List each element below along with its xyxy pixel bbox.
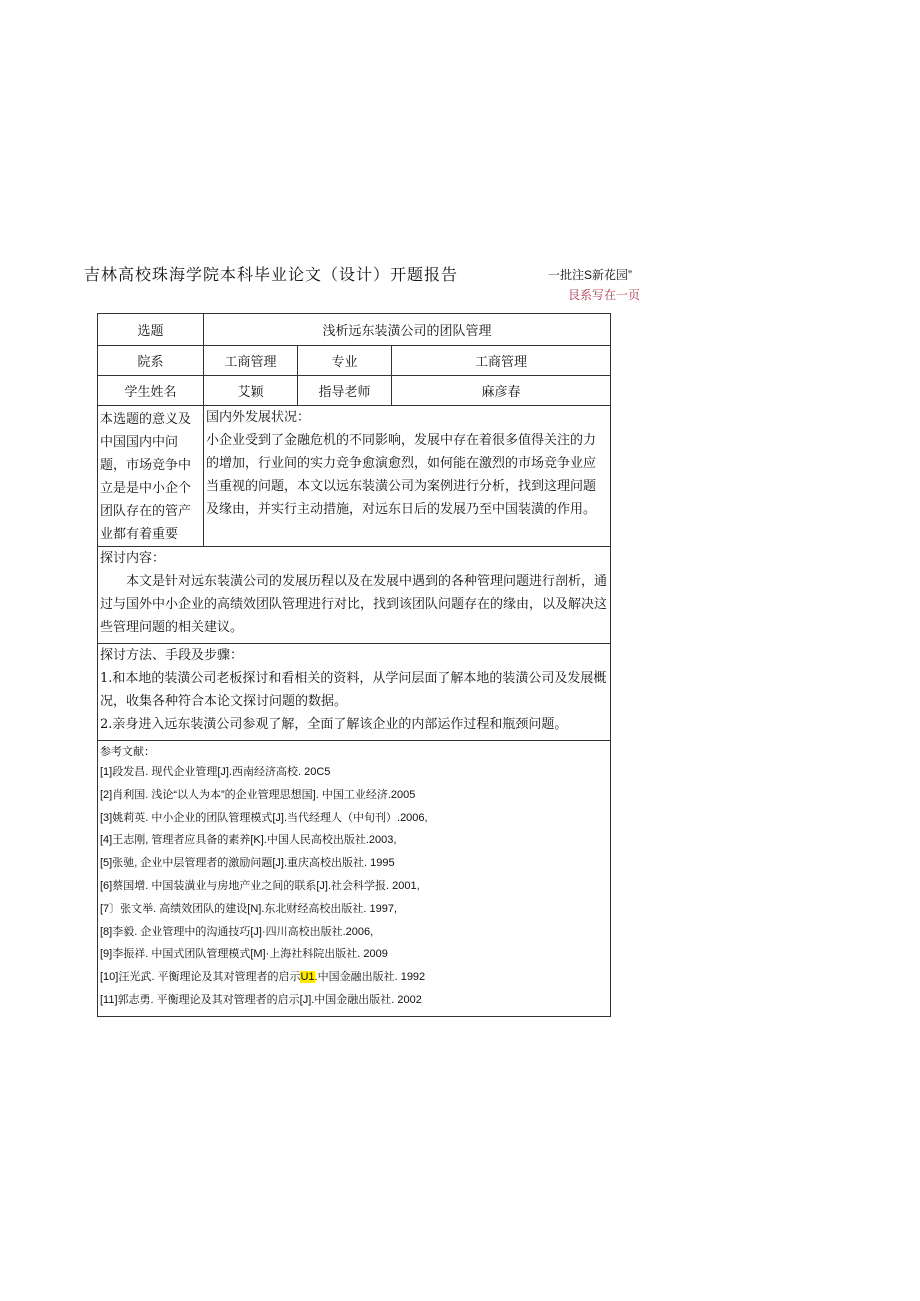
reference-item: [4]王志刚, 管理者应具备的素养[K].中国人民高校出版社.2003, [100, 834, 397, 847]
highlighted-text: U1 [300, 971, 315, 984]
department-value: 工商管理 [204, 346, 298, 376]
reference-10-suffix: .中国金融出版社. 1992 [314, 971, 426, 984]
research-row [98, 547, 611, 644]
significance-cell [204, 406, 611, 547]
significance-text: 小企业受到了金融危机的不同影响，发展中存在着很多值得关注的力的增加，行业间的实力竞争愈演愈烈，如何能在激烈的市场竞争业应当重视的问题，本文以远东装潢公司为案例进行分析，找到这理问题及缘由，并实行主动措施，对远东日后的发展乃至中国装潢的作用。 [206, 433, 597, 517]
significance-heading: 国内外发展状况： [206, 410, 311, 425]
methods-heading: 探讨方法、手段及步骤： [100, 648, 244, 663]
topic-label: 选题 [98, 314, 204, 346]
proposal-table [97, 313, 611, 1017]
reference-item: [9]李振祥. 中国式团队管理模式[M]·上海社科院出版社. 2009 [100, 948, 388, 961]
reference-item-10 [100, 966, 608, 989]
annotation-note-line2: 艮系写在一页 [568, 288, 641, 302]
major-label: 专业 [298, 346, 392, 376]
reference-item: [2]肖利国. 浅论“以人为本”的企业管理思想国]. 中国工业经济.2005 [100, 788, 416, 801]
department-row [98, 346, 611, 376]
research-cell [98, 547, 611, 644]
reference-item: [3]姚莉英. 中小企业的团队管理模式[J].当代经理人（中旬刊）.2006, [100, 811, 428, 824]
methods-item-1: 1.和本地的装潢公司老板探讨和看相关的资料，从学问层面了解本地的装潢公司及发展概况，收集各种符合本论文探讨问题的数据。 [100, 671, 607, 709]
advisor-value: 麻彦春 [392, 376, 611, 406]
methods-item-2: 2.亲身进入远东装潢公司参观了解，全面了解该企业的内部运作过程和瓶颈问题。 [100, 717, 568, 732]
methods-cell [98, 644, 611, 741]
annotation-note-line1: 一批注S新花园” [548, 268, 633, 282]
reference-item: [5]张驰, 企业中层管理者的激励问题[J].重庆高校出版社. 1995 [100, 857, 395, 870]
student-name-value: 艾颖 [204, 376, 298, 406]
student-name-label: 学生姓名 [98, 376, 204, 406]
department-label: 院系 [98, 346, 204, 376]
reference-item: [8]李毅. 企业管理中的沟通技巧[J]·四川高校出版社.2006, [100, 925, 374, 938]
methods-row [98, 644, 611, 741]
major-value: 工商管理 [392, 346, 611, 376]
references-cell [98, 741, 611, 1017]
significance-row [98, 406, 611, 547]
reference-item: [7〕张文举. 高绩效团队的建设[N].东北财经高校出版社. 1997, [100, 902, 398, 915]
topic-value: 浅析远东装潢公司的团队管理 [204, 314, 611, 346]
references-heading: 参考文献： [100, 746, 155, 758]
student-row [98, 376, 611, 406]
reference-item: [6]蔡国增. 中国装潢业与房地产业之间的联系[J].社会科学报. 2001, [100, 879, 420, 892]
advisor-label: 指导老师 [298, 376, 392, 406]
references-row [98, 741, 611, 1017]
reference-10-prefix: [10]汪光武. 平衡理论及其对管理者的启示 [100, 971, 301, 984]
research-text: 本文是针对远东装潢公司的发展历程以及在发展中遇到的各种管理问题进行剖析，通过与国外中小企业的高绩效团队管理进行对比，找到该团队问题存在的缘由，以及解决这些管理问题的相关建议。 [100, 574, 608, 635]
reference-item: [11]郭志勇. 平衡理论及其对管理者的启示[J].中国金融出版社. 2002 [100, 993, 422, 1006]
report-title: 吉林高校珠海学院本科毕业论文（设计）开题报告 [84, 265, 459, 284]
reference-item: [1]段发昌. 现代企业管理[J].西南经济高校. 20C5 [100, 766, 331, 778]
topic-row [98, 314, 611, 346]
significance-label: 本选题的意义及中国国内中问题，市场竞争中立是是中小企个团队存在的管产业都有着重要 [98, 406, 204, 547]
research-heading: 探讨内容： [100, 551, 166, 566]
